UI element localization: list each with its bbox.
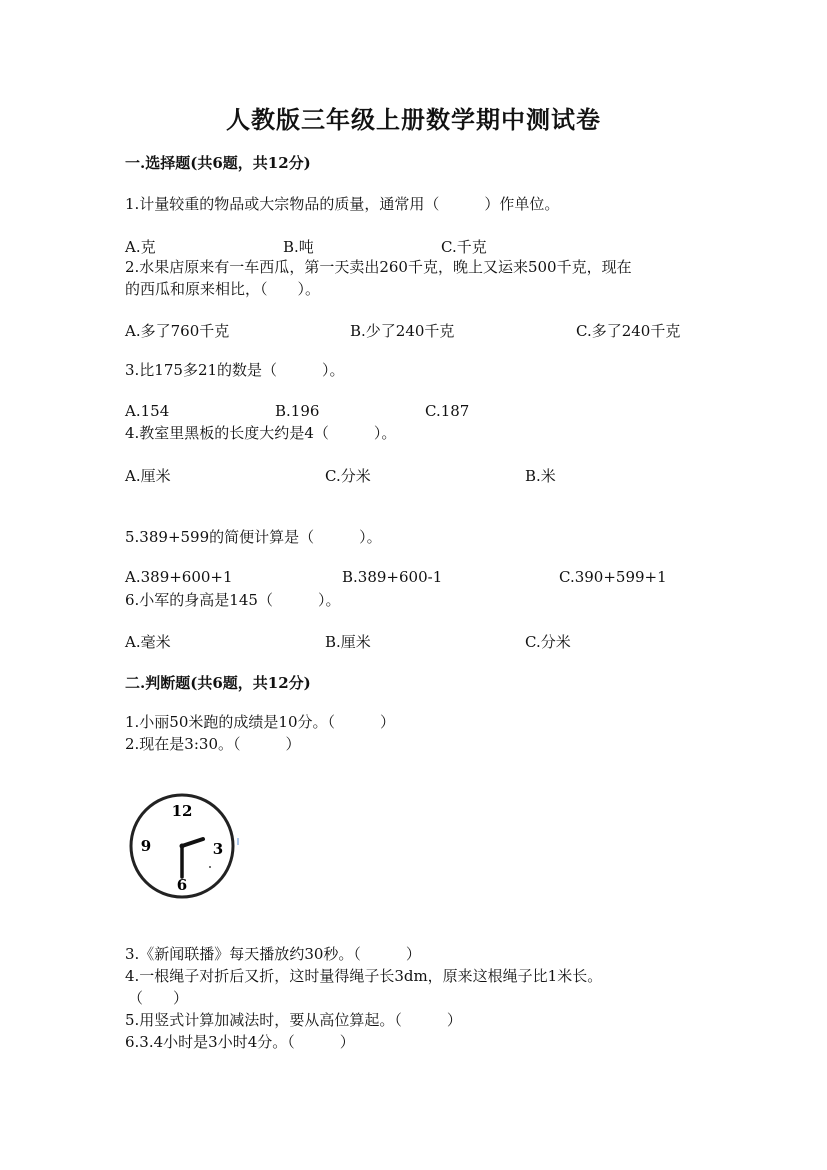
clock-number-12: 12 (171, 802, 193, 820)
option-1-6-c: C.分米 (525, 633, 571, 651)
option-1-4-a: A.厘米 (125, 467, 171, 485)
question-2-5: 5.用竖式计算加减法时，要从高位算起。（ ） (125, 1011, 462, 1029)
question-1-5: 5.389+599的简便计算是（ ）。 (125, 528, 382, 546)
question-1-1: 1.计量较重的物品或大宗物品的质量，通常用（ ）作单位。 (125, 195, 560, 213)
question-2-1: 1.小丽50米跑的成绩是10分。（ ） (125, 713, 395, 731)
clock-center (180, 844, 185, 849)
question-1-6: 6.小军的身高是145（ ）。 (125, 591, 341, 609)
clock-number-3: 3 (212, 840, 224, 858)
question-2-4-line2: （ ） (128, 989, 189, 1007)
option-1-4-b: B.米 (525, 467, 556, 485)
question-1-2: 2.水果店原来有一车西瓜，第一天卖出260千克，晚上又运来500千克，现在 (125, 258, 632, 276)
option-1-3-c: C.187 (425, 402, 470, 420)
option-1-6-b: B.厘米 (325, 633, 371, 651)
option-1-5-c: C.390+599+1 (559, 568, 667, 586)
page-title: 人教版三年级上册数学期中测试卷 (226, 105, 601, 134)
option-1-3-b: B.196 (275, 402, 320, 420)
option-1-2-c: C.多了240千克 (576, 322, 681, 340)
option-1-1-c: C.千克 (441, 238, 487, 256)
question-2-4: 4.一根绳子对折后又折，这时量得绳子长3dm，原来这根绳子比1米长。 (125, 967, 603, 985)
option-1-1-a: A.克 (125, 238, 156, 256)
option-1-2-a: A.多了760千克 (125, 322, 230, 340)
clock-dot (209, 866, 211, 868)
section-2-heading: 二.判断题(共6题，共12分) (125, 674, 311, 692)
clock-number-6: 6 (176, 876, 188, 894)
option-1-4-c: C.分米 (325, 467, 371, 485)
option-1-3-a: A.154 (125, 402, 170, 420)
option-1-5-a: A.389+600+1 (125, 568, 233, 586)
question-1-3: 3.比175多21的数是（ ）。 (125, 361, 345, 379)
question-2-6: 6.3.4小时是3小时4分。（ ） (125, 1033, 355, 1051)
question-2-3: 3.《新闻联播》每天播放约30秒。（ ） (125, 945, 421, 963)
clock-hour-hand (182, 839, 203, 846)
question-2-2: 2.现在是3:30。（ ） (125, 735, 301, 753)
clock-illustration (126, 793, 246, 899)
option-1-6-a: A.毫米 (125, 633, 171, 651)
option-1-1-b: B.吨 (283, 238, 314, 256)
option-1-2-b: B.少了240千克 (350, 322, 455, 340)
question-1-2-line2: 的西瓜和原来相比，（ ）。 (125, 280, 321, 298)
section-1-heading: 一.选择题(共6题，共12分) (125, 154, 311, 172)
question-1-4: 4.教室里黑板的长度大约是4（ ）。 (125, 424, 397, 442)
option-1-5-b: B.389+600-1 (342, 568, 443, 586)
clock-number-9: 9 (140, 837, 152, 855)
